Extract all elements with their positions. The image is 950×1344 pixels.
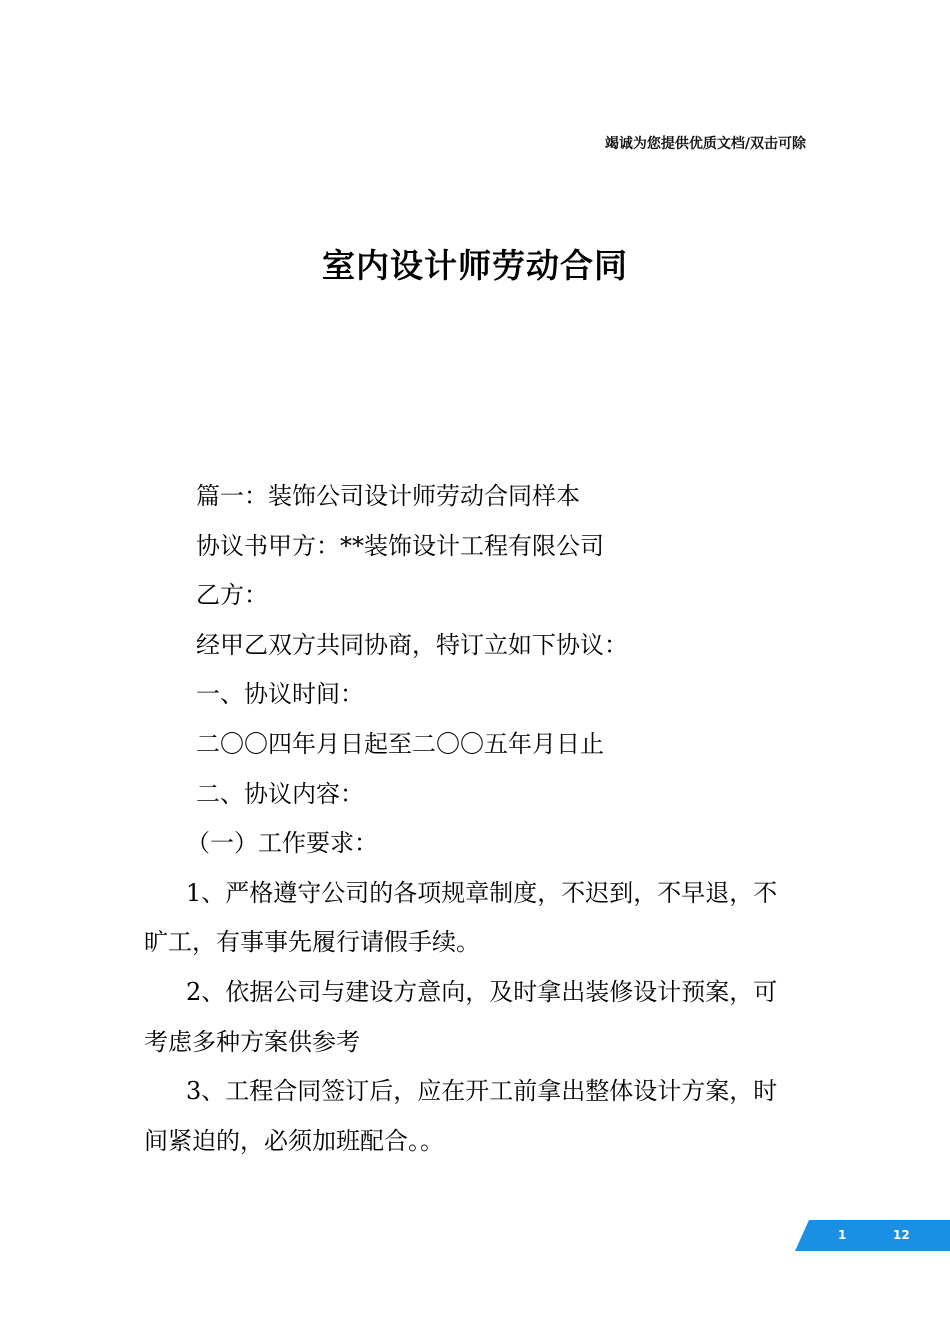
paragraph: 篇一：装饰公司设计师劳动合同样本 <box>196 482 580 510</box>
paragraph: 二、协议内容： <box>196 779 364 808</box>
paragraph: 1、严格遵守公司的各项规章制度，不迟到，不早退，不旷工，有事事先履行请假手续。 <box>144 878 778 957</box>
document-body <box>144 472 794 1166</box>
paragraph: 经甲乙双方共同协商，特订立如下协议： <box>196 630 628 659</box>
document-title: 室内设计师劳动合同 <box>322 246 628 285</box>
paragraph: 协议书甲方：**装饰设计工程有限公司 <box>196 531 604 560</box>
paragraph: （一）工作要求： <box>186 829 378 858</box>
paragraph: 3、工程合同签订后，应在开工前拿出整体设计方案，时间紧迫的，必须加班配合。。 <box>144 1077 778 1155</box>
paragraph: 一、协议时间： <box>196 680 364 709</box>
page-total: 12 <box>893 1228 910 1242</box>
header-note: 竭诚为您提供优质文档/双击可除 <box>604 136 806 152</box>
paragraph: 2、依据公司与建设方意向，及时拿出装修设计预案，可考虑多种方案供参考 <box>144 977 778 1056</box>
paragraph: 二〇〇四年月日起至二〇〇五年月日止 <box>196 729 604 758</box>
footer-band <box>795 1220 950 1251</box>
footer-band-shape <box>795 1220 950 1251</box>
page-number: 1 <box>838 1228 847 1242</box>
paragraph: 乙方： <box>196 581 268 610</box>
